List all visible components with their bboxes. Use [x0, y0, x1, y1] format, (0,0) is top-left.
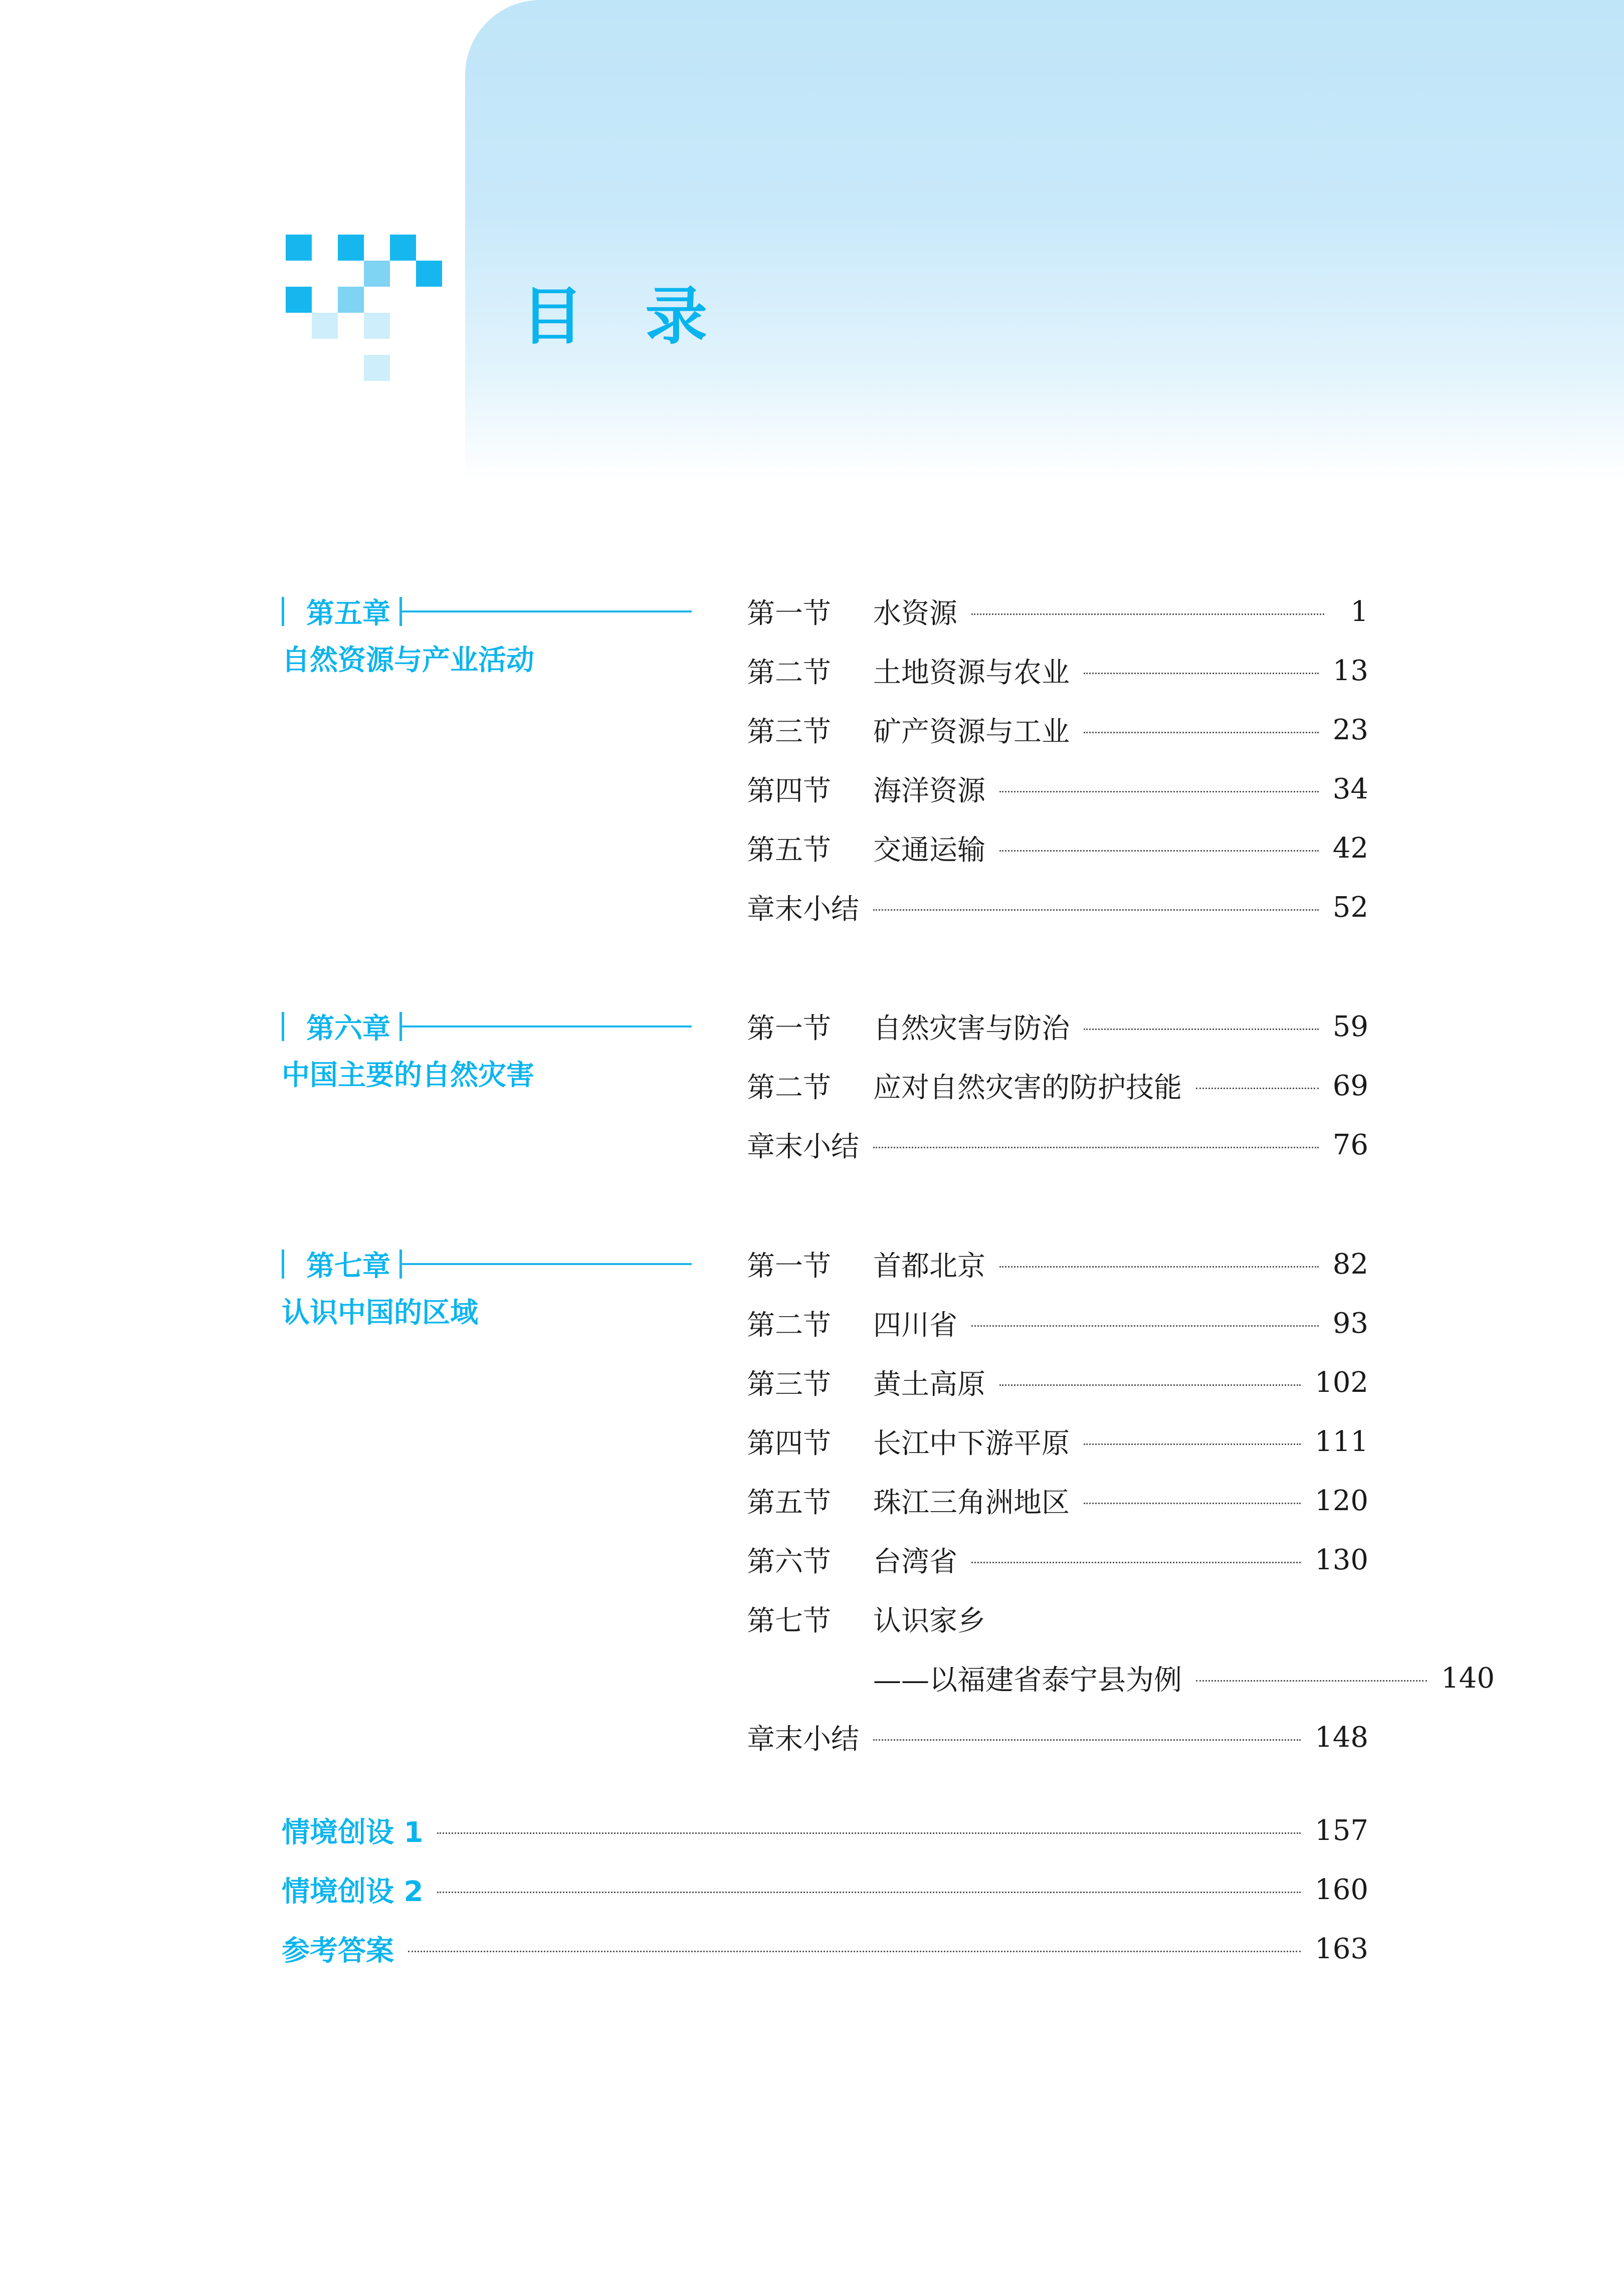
leader-dots [999, 1266, 1319, 1268]
page-number: 1 [1350, 595, 1368, 628]
page-number: 160 [1315, 1873, 1368, 1906]
leader-dots [1084, 1443, 1301, 1445]
section-subtitle: ——以福建省泰宁县为例 [873, 1664, 1182, 1697]
page-title: 目 录 [521, 281, 728, 353]
section-number: 第二节 [747, 1309, 831, 1342]
leader-dots [1084, 673, 1319, 674]
toc-entry-summary[interactable] [747, 1717, 1368, 1757]
page-number: 111 [1315, 1425, 1368, 1458]
toc-entry[interactable] [747, 1421, 1368, 1462]
page-number: 23 [1332, 713, 1368, 746]
chapter-7-name: 认识中国的区域 [282, 1297, 478, 1329]
toc-entry[interactable] [747, 1303, 1368, 1343]
leader-dots [873, 909, 1319, 911]
toc-entry[interactable] [747, 1599, 1368, 1639]
chapter-number: 第六章 [306, 1012, 390, 1045]
chapter-5-label [282, 591, 692, 632]
toc-entry[interactable] [747, 1244, 1368, 1284]
page-number: 59 [1332, 1010, 1368, 1043]
leader-dots [971, 1325, 1319, 1327]
leader-dots [1084, 1503, 1301, 1504]
section-title: 首都北京 [873, 1250, 985, 1283]
section-number: 第一节 [747, 1250, 831, 1283]
chapter-bar [282, 1012, 284, 1041]
leader-dots [437, 1892, 1301, 1893]
page-number: 163 [1315, 1932, 1368, 1965]
toc-entry[interactable] [747, 710, 1368, 750]
section-number: 第二节 [747, 1072, 831, 1104]
section-title: 黄土高原 [873, 1368, 985, 1401]
chapter-number: 第七章 [306, 1250, 390, 1283]
leader-dots [1084, 732, 1319, 733]
extra-title: 情境创设 1 [282, 1816, 424, 1849]
toc-entry[interactable] [747, 1362, 1368, 1402]
toc-entry-summary[interactable] [747, 887, 1368, 927]
section-title: 应对自然灾害的防护技能 [873, 1072, 1182, 1104]
toc-entry[interactable] [747, 591, 1368, 632]
summary-title: 章末小结 [747, 893, 859, 926]
chapter-rule [402, 1025, 692, 1027]
chapter-rule [402, 610, 692, 612]
section-title: 土地资源与农业 [873, 657, 1070, 689]
leader-dots [873, 1147, 1319, 1148]
leader-dots [999, 850, 1319, 852]
leader-dots [971, 613, 1324, 615]
toc-extra-answers[interactable] [282, 1929, 1368, 1969]
toc-entry[interactable] [747, 1481, 1368, 1521]
toc-entry[interactable] [747, 769, 1368, 809]
toc-entry-continued[interactable] [747, 1658, 1495, 1698]
leader-dots [1196, 1680, 1427, 1682]
section-number: 第三节 [747, 716, 831, 748]
page-number: 82 [1332, 1248, 1368, 1281]
page-number: 120 [1315, 1484, 1368, 1517]
summary-title: 章末小结 [747, 1131, 859, 1163]
section-number: 第六节 [747, 1546, 831, 1578]
page-number: 69 [1332, 1069, 1368, 1102]
section-number: 第一节 [747, 1012, 831, 1045]
section-number: 第五节 [747, 834, 831, 867]
leader-dots [1084, 1028, 1319, 1030]
page-number: 13 [1332, 654, 1368, 687]
section-number: 第四节 [747, 775, 831, 807]
section-title: 长江中下游平原 [873, 1427, 1070, 1460]
section-number: 第二节 [747, 657, 831, 689]
toc-entry[interactable] [747, 651, 1368, 691]
leader-dots [408, 1951, 1301, 1952]
toc-extra-scenario-1[interactable] [282, 1810, 1368, 1850]
chapter-bar [282, 1250, 284, 1279]
toc-extra-scenario-2[interactable] [282, 1870, 1368, 1910]
section-number: 第四节 [747, 1427, 831, 1460]
leader-dots [1196, 1088, 1319, 1089]
extra-title: 情境创设 2 [282, 1876, 424, 1908]
toc-entry[interactable] [747, 828, 1368, 868]
leader-dots [437, 1832, 1301, 1834]
section-title: 珠江三角洲地区 [873, 1487, 1070, 1519]
chapter-rule [402, 1263, 692, 1265]
section-title: 海洋资源 [873, 775, 985, 807]
section-number: 第一节 [747, 597, 831, 630]
header-band [465, 0, 1624, 481]
section-title: 矿产资源与工业 [873, 716, 1070, 748]
page-number: 157 [1315, 1814, 1368, 1847]
section-number: 第七节 [747, 1605, 831, 1637]
chapter-7-label [282, 1244, 692, 1284]
section-title: 交通运输 [873, 834, 985, 867]
page-number: 148 [1315, 1721, 1368, 1754]
section-title: 水资源 [873, 597, 957, 630]
leader-dots [971, 1562, 1301, 1563]
leader-dots [873, 1739, 1301, 1741]
section-title: 认识家乡 [873, 1605, 985, 1637]
leader-dots [999, 1384, 1301, 1386]
chapter-5-name: 自然资源与产业活动 [282, 644, 534, 677]
section-title: 四川省 [873, 1309, 957, 1342]
chapter-number: 第五章 [306, 597, 390, 630]
extra-title: 参考答案 [282, 1935, 394, 1967]
toc-entry-summary[interactable] [747, 1125, 1368, 1165]
leader-dots [999, 791, 1319, 792]
summary-title: 章末小结 [747, 1723, 859, 1756]
page-number: 93 [1332, 1307, 1368, 1340]
section-title: 自然灾害与防治 [873, 1012, 1070, 1045]
toc-entry[interactable] [747, 1066, 1368, 1106]
page-number: 34 [1332, 772, 1368, 805]
section-number: 第五节 [747, 1487, 831, 1519]
page-number: 42 [1332, 832, 1368, 865]
page-number: 102 [1315, 1366, 1368, 1399]
page-number: 140 [1441, 1662, 1495, 1695]
toc-entry[interactable] [747, 1006, 1368, 1047]
section-title: 台湾省 [873, 1546, 957, 1578]
chapter-6-name: 中国主要的自然灾害 [282, 1059, 534, 1092]
page-number: 130 [1315, 1543, 1368, 1576]
page-number: 76 [1332, 1128, 1368, 1161]
page-number: 52 [1332, 891, 1368, 924]
chapter-6-label [282, 1006, 692, 1047]
toc-entry[interactable] [747, 1540, 1368, 1580]
section-number: 第三节 [747, 1368, 831, 1401]
chapter-bar [282, 597, 284, 626]
